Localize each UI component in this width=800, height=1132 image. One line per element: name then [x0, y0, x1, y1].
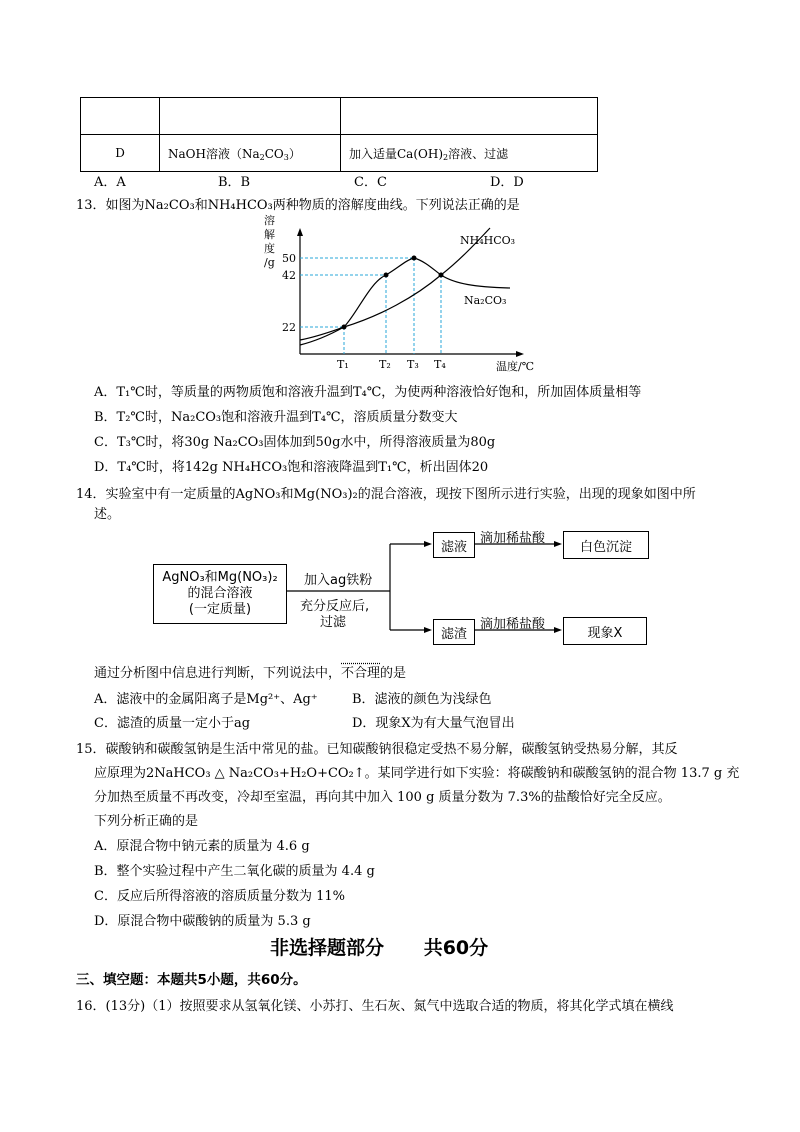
arrow-label-react: 充分反应后,: [300, 599, 370, 614]
table-row-d: [81, 135, 598, 172]
row-label: D: [81, 135, 160, 172]
q13-option-a: A．T₁℃时，等质量的两物质饱和溶液升温到T₄℃，为使两种溶液恰好饱和，所加固体质量相等: [94, 385, 642, 400]
q15-option-d: D．原混合物中碳酸钠的质量为 5.3 g: [94, 914, 311, 929]
phenomenon-x-box: 现象X: [563, 617, 647, 645]
add-acid-label-top: 滴加稀盐酸: [480, 531, 546, 546]
start-line2: 的混合溶液: [187, 586, 253, 601]
flow-arrows: [0, 520, 800, 650]
q12-option-c: C．C: [354, 175, 387, 190]
row-item: NaOH溶液$(Na_2CO_3)$: [160, 135, 341, 172]
start-line3: (一定质量): [188, 602, 252, 617]
solubility-chart: [250, 212, 550, 377]
q14-stem-line2: 述。: [94, 507, 121, 522]
row-method: 加入适量$Ca(OH)_2$溶液、过滤: [341, 135, 598, 172]
white-precipitate-box: 白色沉淀: [563, 531, 649, 559]
x-tick-t1: T₁: [337, 358, 349, 371]
start-solution-box: [153, 564, 287, 624]
y-tick-22: 22: [282, 321, 296, 334]
y-tick-42: 42: [282, 269, 296, 282]
y-axis-label-4: /g: [264, 256, 275, 269]
emphasis-not-reasonable: 不合理: [341, 666, 381, 681]
filtrate-box: 滤液: [433, 532, 475, 558]
q15-option-b: B．整个实验过程中产生二氧化碳的质量为 4.4 g: [94, 864, 375, 879]
x-tick-t3: T₃: [407, 358, 419, 371]
q14-option-d: D．现象X为有大量气泡冒出: [352, 716, 515, 731]
q14-question: 通过分析图中信息进行判断，下列说法中，不合理的是: [94, 666, 407, 681]
q15-line4: 下列分析正确的是: [94, 814, 199, 829]
answer-table: [80, 97, 598, 172]
x-axis-label: 温度/℃: [496, 360, 535, 373]
q14-stem-line1: 14．实验室中有一定质量的AgNO₃和Mg(NO₃)₂的混合溶液，现按下图所示进行实验，出现的现象如图中所: [76, 487, 696, 502]
arrow-label-add-iron: 加入ag铁粉: [304, 573, 373, 588]
section-3-heading: 三、填空题：本题共5小题，共60分。: [76, 972, 307, 988]
q15-line3: 分加热至质量不再改变，冷却至室温，再向其中加入 100 g 质量分数为 7.3%的盐酸恰好完全反应。: [94, 790, 671, 805]
part2-title: 非选择题部分 共60分: [270, 937, 489, 959]
y-axis-label-1: 溶: [264, 214, 275, 227]
start-line1: AgNO₃和Mg(NO₃)₂: [162, 570, 278, 585]
x-tick-t4: T₄: [434, 358, 446, 371]
series-label-nh4hco3: NH₄HCO₃: [460, 234, 516, 247]
q14-option-a: A．滤液中的金属阳离子是Mg²⁺、Ag⁺: [94, 692, 318, 707]
q13-option-d: D．T₄℃时，将142g NH₄HCO₃饱和溶液降温到T₁℃，析出固体20: [94, 460, 489, 475]
q16-line1: 16．(13分)（1）按照要求从氢氧化镁、小苏打、生石灰、氮气中选取合适的物质，将其化学式填在横线: [76, 999, 674, 1014]
residue-box: 滤渣: [433, 619, 475, 645]
q14-option-b: B．滤液的颜色为浅绿色: [352, 692, 492, 707]
q15-line1: 15．碳酸钠和碳酸氢钠是生活中常见的盐。已知碳酸钠很稳定受热不易分解，碳酸氢钠受热易分解，其反: [76, 742, 678, 757]
q15-option-a: A．原混合物中钠元素的质量为 4.6 g: [94, 839, 310, 854]
table-row-empty: [81, 98, 598, 135]
q13-stem: 13．如图为Na₂CO₃和NH₄HCO₃两种物质的溶解度曲线。下列说法正确的是: [76, 198, 520, 213]
q15-option-c: C．反应后所得溶液的溶质质量分数为 11%: [94, 889, 345, 904]
q12-option-b: B．B: [218, 175, 251, 190]
q14-option-c: C．滤渣的质量一定小于ag: [94, 716, 251, 731]
add-acid-label-bottom: 滴加稀盐酸: [480, 617, 546, 632]
arrow-label-filter: 过滤: [320, 615, 347, 630]
q13-option-b: B．T₂℃时，Na₂CO₃饱和溶液升温到T₄℃，溶质质量分数变大: [94, 410, 458, 425]
q12-option-a: A．A: [94, 175, 126, 190]
q13-option-c: C．T₃℃时，将30g Na₂CO₃固体加到50g水中，所得溶液质量为80g: [94, 435, 496, 450]
y-axis-label-2: 解: [264, 228, 275, 241]
q15-line2: 应原理为2NaHCO₃ △ Na₂CO₃+H₂O+CO₂↑。某同学进行如下实验：将碳酸钠和碳酸氢钠的混合物 13.7 g 充: [94, 766, 740, 781]
q12-option-d: D．D: [490, 175, 524, 190]
x-tick-t2: T₂: [379, 358, 391, 371]
y-axis-label-3: 度: [264, 242, 275, 255]
series-label-na2co3: Na₂CO₃: [464, 294, 507, 307]
y-tick-50: 50: [282, 252, 296, 265]
